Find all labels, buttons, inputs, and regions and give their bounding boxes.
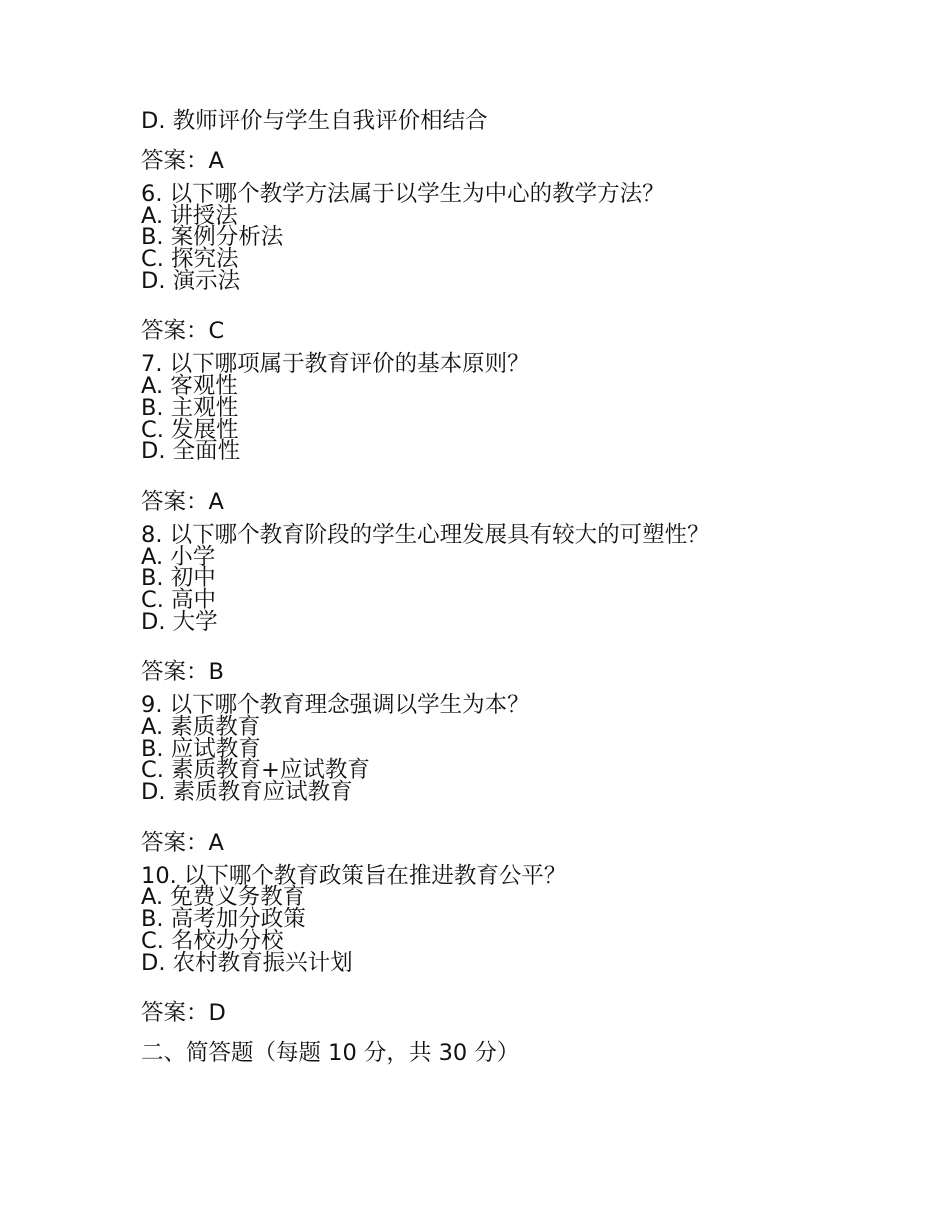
question-block [141,351,901,465]
option-line: D. 演示法 [141,267,241,294]
question-stem: 8. 以下哪个教育阶段的学生心理发展具有较大的可塑性？ [141,521,710,548]
option-line: A. 客观性 [141,373,238,400]
question-block [141,692,901,806]
question-stem: 7. 以下哪项属于教育评价的基本原则？ [141,351,530,378]
answer-line: 答案：A [141,488,224,515]
question-block [141,862,901,976]
question-block [141,181,901,294]
answer-line: 答案：D [141,1000,226,1027]
option-line: B. 案例分析法 [141,224,284,251]
answer-line: 答案：C [141,318,225,345]
option-line: D. 素质教育应试教育 [141,779,353,806]
option-line: D. 全面性 [141,438,241,465]
option-line: C. 高中 [141,586,217,613]
option-line: B. 高考加分政策 [141,906,306,933]
option-line: A. 小学 [141,543,216,570]
option-line: D. 教师评价与学生自我评价相结合 [141,108,488,134]
answer-line: 答案：A [141,829,224,856]
option-line: B. 应试教育 [141,735,261,762]
option-line: B. 初中 [141,565,216,592]
option-line: C. 名校办分校 [141,927,284,954]
option-line: A. 免费义务教育 [141,884,306,911]
question-block [141,521,901,635]
answer-line: 答案：B [141,659,224,686]
question-stem: 10. 以下哪个教育政策旨在推进教育公平？ [141,862,567,889]
option-line: D. 大学 [141,608,218,635]
section-heading: 二、简答题（每题 10 分，共 30 分） [141,1040,520,1067]
document-page [141,104,901,1070]
question-stem: 6. 以下哪个教学方法属于以学生为中心的教学方法？ [141,181,665,207]
option-line: A. 讲授法 [141,202,238,229]
option-line: C. 素质教育+应试教育 [141,757,370,784]
option-line: B. 主观性 [141,394,239,421]
option-line: D. 农村教育振兴计划 [141,949,353,976]
option-line: A. 素质教育 [141,714,261,740]
answer-line: 答案：A [141,148,224,174]
question-stem: 9. 以下哪个教育理念强调以学生为本？ [141,692,530,719]
option-line: C. 发展性 [141,416,239,443]
option-line: C. 探究法 [141,246,239,273]
